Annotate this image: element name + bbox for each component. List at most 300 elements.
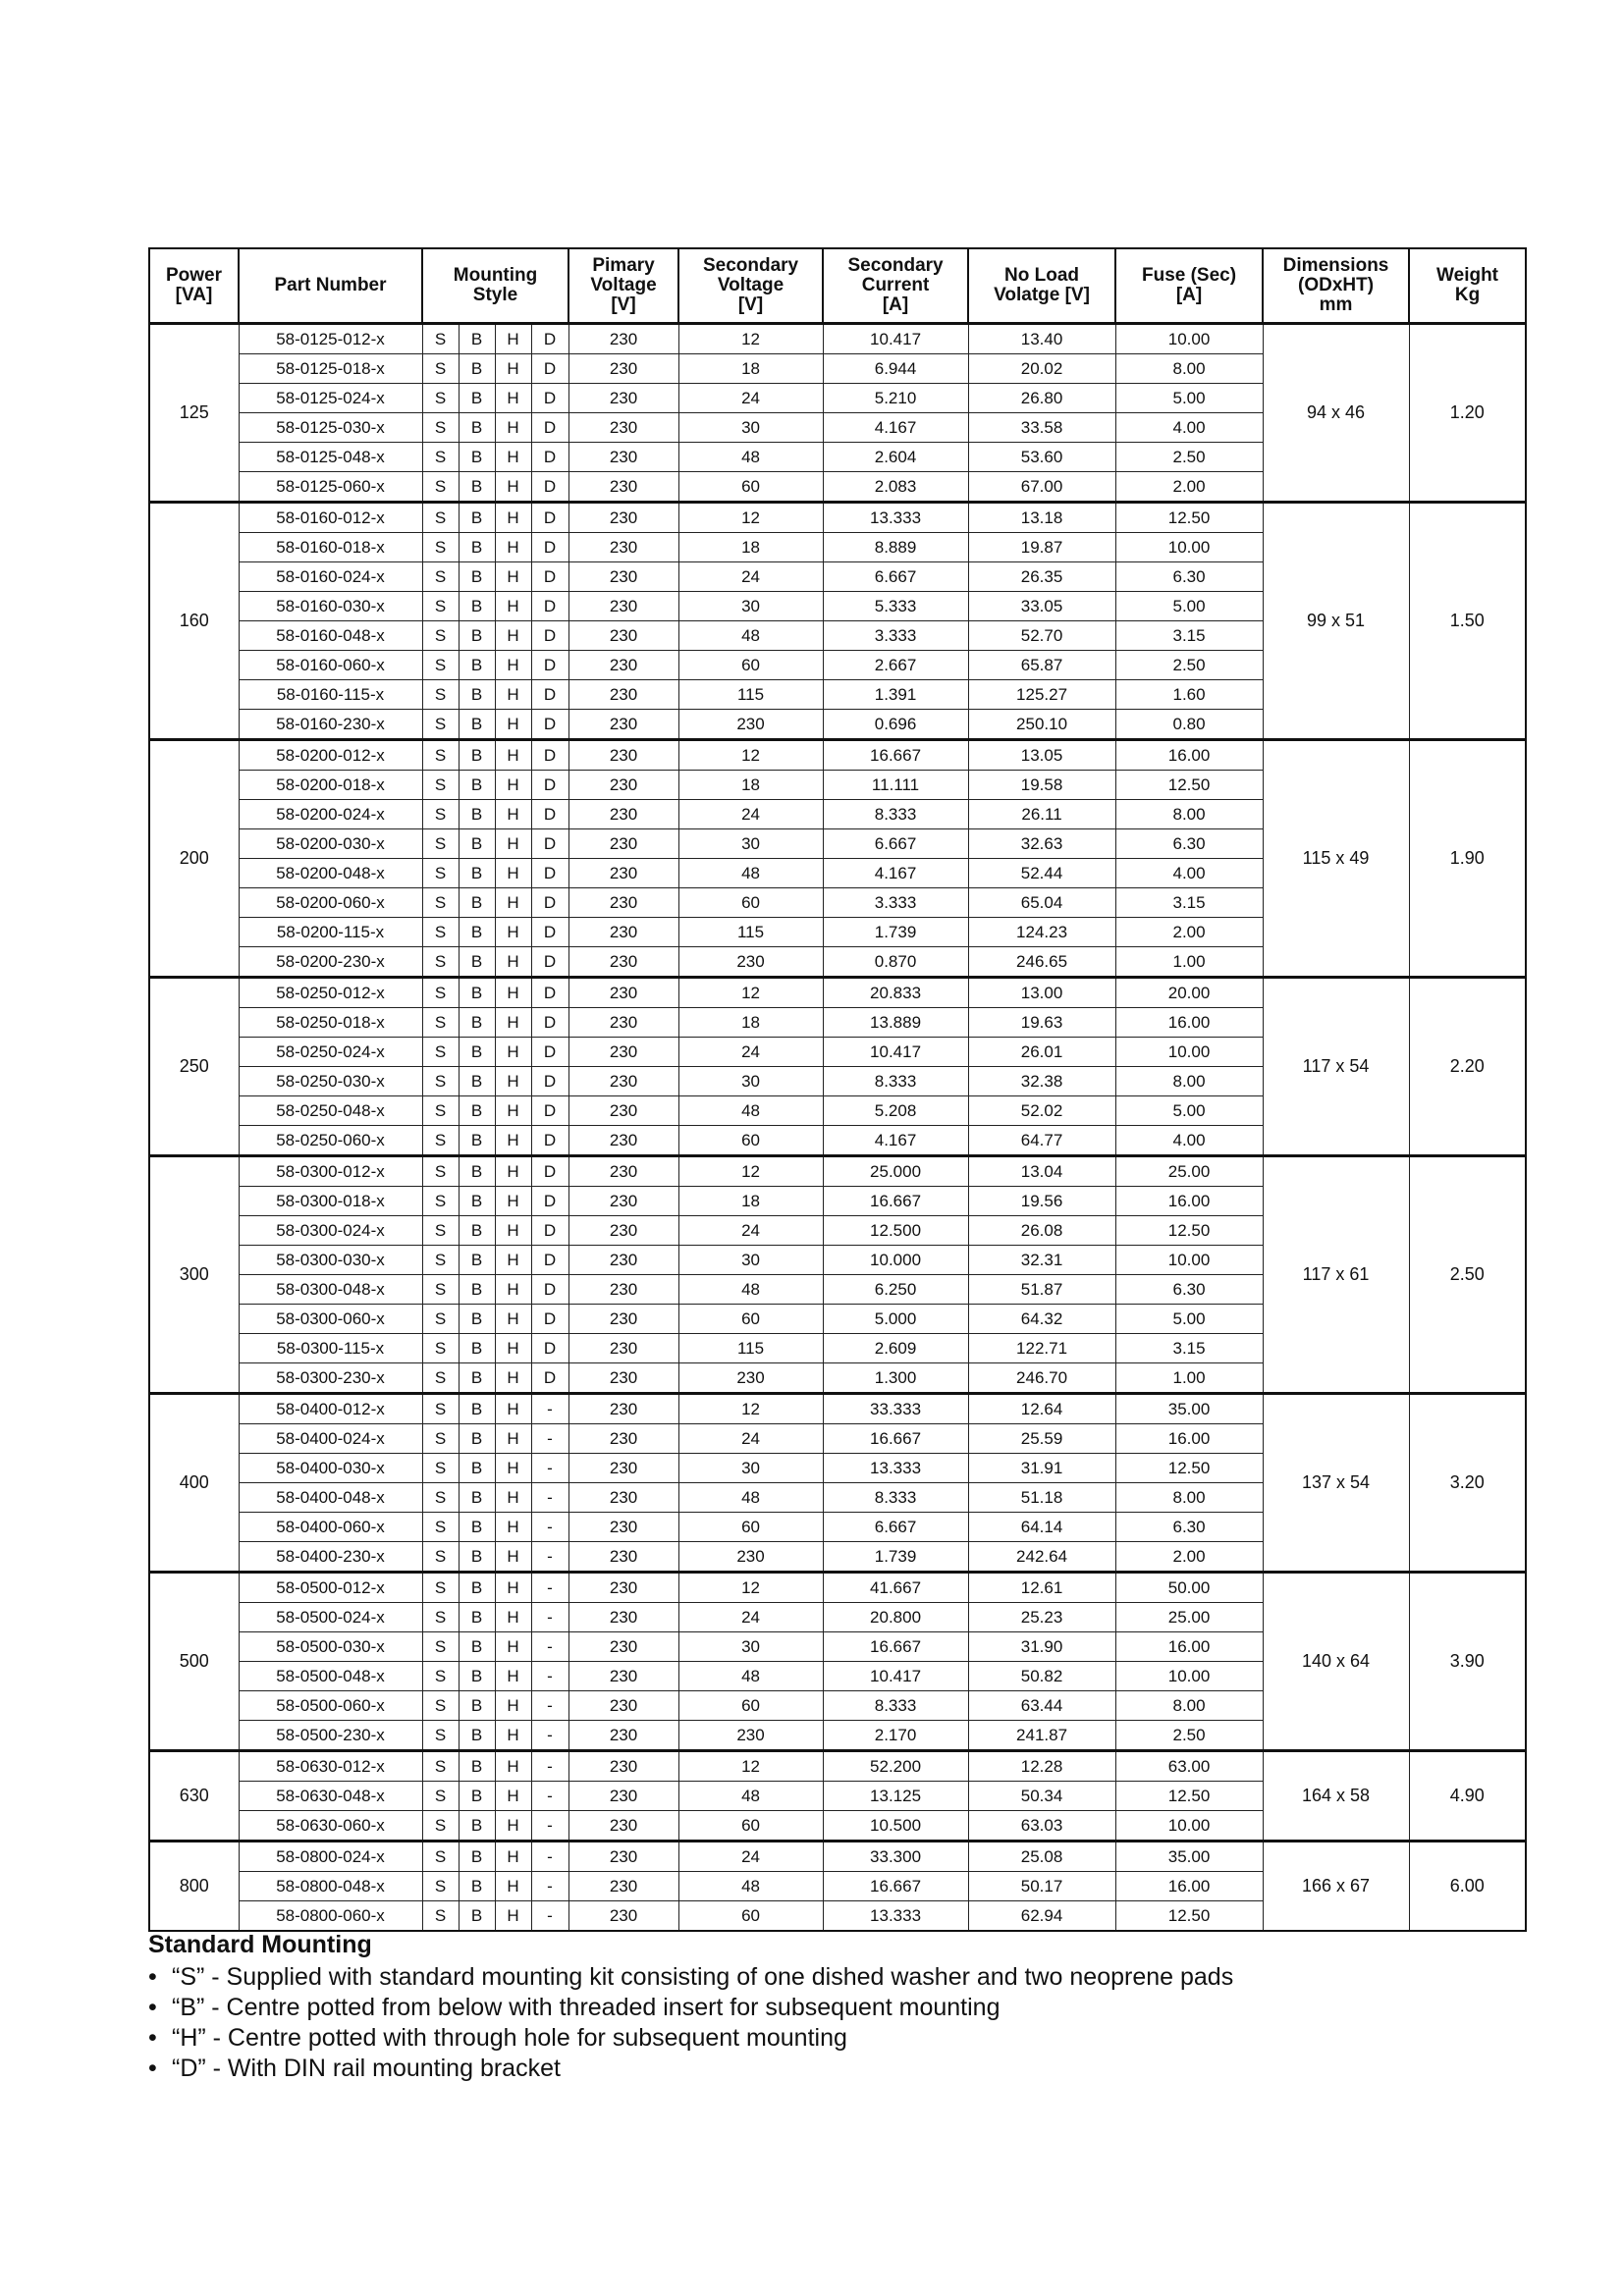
primary-voltage-cell: 230 — [568, 1721, 678, 1751]
no-load-voltage-cell: 246.70 — [968, 1363, 1115, 1394]
no-load-voltage-cell: 33.58 — [968, 413, 1115, 443]
mounting-style-cell: H — [495, 1872, 531, 1901]
secondary-voltage-cell: 60 — [678, 1126, 823, 1156]
secondary-voltage-cell: 30 — [678, 1246, 823, 1275]
mounting-style-cell: H — [495, 472, 531, 503]
fuse-cell: 3.15 — [1115, 1334, 1263, 1363]
mounting-style-cell: B — [459, 1363, 495, 1394]
weight-cell: 4.90 — [1409, 1751, 1526, 1842]
mounting-style-cell: H — [495, 503, 531, 533]
mounting-style-cell: B — [459, 771, 495, 800]
no-load-voltage-cell: 64.32 — [968, 1305, 1115, 1334]
mounting-style-cell: H — [495, 771, 531, 800]
dimensions-cell: 94 x 46 — [1263, 324, 1409, 503]
fuse-cell: 16.00 — [1115, 1008, 1263, 1038]
secondary-current-cell: 6.667 — [823, 1513, 968, 1542]
secondary-current-cell: 13.333 — [823, 503, 968, 533]
part-number-cell: 58-0500-060-x — [239, 1691, 422, 1721]
mounting-style-cell: S — [422, 1603, 459, 1632]
secondary-voltage-cell: 230 — [678, 1363, 823, 1394]
secondary-current-cell: 20.833 — [823, 978, 968, 1008]
secondary-voltage-cell: 60 — [678, 1901, 823, 1932]
dimensions-cell: 99 x 51 — [1263, 503, 1409, 740]
part-number-cell: 58-0400-012-x — [239, 1394, 422, 1424]
dimensions-cell: 137 x 54 — [1263, 1394, 1409, 1573]
mounting-style-cell: S — [422, 1573, 459, 1603]
mounting-style-cell: H — [495, 324, 531, 354]
mounting-style-cell: H — [495, 354, 531, 384]
weight-cell: 2.20 — [1409, 978, 1526, 1156]
mounting-style-cell: H — [495, 1811, 531, 1842]
mounting-style-cell: D — [531, 740, 568, 771]
part-number-cell: 58-0300-048-x — [239, 1275, 422, 1305]
fuse-cell: 10.00 — [1115, 1811, 1263, 1842]
mounting-style-cell: S — [422, 1424, 459, 1454]
primary-voltage-cell: 230 — [568, 1751, 678, 1782]
fuse-cell: 63.00 — [1115, 1751, 1263, 1782]
part-number-cell: 58-0630-048-x — [239, 1782, 422, 1811]
part-number-cell: 58-0630-060-x — [239, 1811, 422, 1842]
primary-voltage-cell: 230 — [568, 1156, 678, 1187]
no-load-voltage-cell: 241.87 — [968, 1721, 1115, 1751]
fuse-cell: 10.00 — [1115, 533, 1263, 562]
secondary-voltage-cell: 24 — [678, 562, 823, 592]
secondary-current-cell: 1.391 — [823, 680, 968, 710]
mounting-style-cell: B — [459, 1275, 495, 1305]
primary-voltage-cell: 230 — [568, 324, 678, 354]
mounting-style-cell: H — [495, 592, 531, 621]
table-row — [149, 978, 1526, 1008]
mounting-style-cell: - — [531, 1394, 568, 1424]
fuse-cell: 3.15 — [1115, 888, 1263, 918]
secondary-voltage-cell: 60 — [678, 1811, 823, 1842]
mounting-style-cell: D — [531, 1305, 568, 1334]
mounting-style-cell: B — [459, 1008, 495, 1038]
mounting-style-cell: B — [459, 324, 495, 354]
secondary-voltage-cell: 30 — [678, 1454, 823, 1483]
mounting-style-cell: D — [531, 384, 568, 413]
mounting-style-cell: H — [495, 1067, 531, 1096]
no-load-voltage-cell: 122.71 — [968, 1334, 1115, 1363]
primary-voltage-cell: 230 — [568, 1246, 678, 1275]
fuse-cell: 35.00 — [1115, 1842, 1263, 1872]
mounting-style-cell: D — [531, 592, 568, 621]
mounting-style-cell: H — [495, 413, 531, 443]
mounting-style-cell: H — [495, 1246, 531, 1275]
mounting-style-cell: H — [495, 1038, 531, 1067]
mounting-style-cell: S — [422, 1691, 459, 1721]
secondary-voltage-cell: 24 — [678, 1424, 823, 1454]
mounting-style-cell: S — [422, 1901, 459, 1932]
secondary-voltage-cell: 18 — [678, 354, 823, 384]
fuse-cell: 10.00 — [1115, 1038, 1263, 1067]
mounting-style-cell: - — [531, 1542, 568, 1573]
mounting-style-cell: S — [422, 740, 459, 771]
part-number-cell: 58-0400-024-x — [239, 1424, 422, 1454]
no-load-voltage-cell: 63.03 — [968, 1811, 1115, 1842]
no-load-voltage-cell: 13.05 — [968, 740, 1115, 771]
mounting-style-cell: S — [422, 1126, 459, 1156]
secondary-current-cell: 4.167 — [823, 413, 968, 443]
mounting-style-cell: D — [531, 1126, 568, 1156]
no-load-voltage-cell: 26.35 — [968, 562, 1115, 592]
secondary-current-cell: 6.944 — [823, 354, 968, 384]
standard-mounting-notes — [148, 1930, 1233, 2084]
no-load-voltage-cell: 32.31 — [968, 1246, 1115, 1275]
mounting-style-cell: D — [531, 1275, 568, 1305]
mounting-style-cell: S — [422, 978, 459, 1008]
part-number-cell: 58-0500-012-x — [239, 1573, 422, 1603]
no-load-voltage-cell: 19.63 — [968, 1008, 1115, 1038]
primary-voltage-cell: 230 — [568, 918, 678, 947]
primary-voltage-cell: 230 — [568, 888, 678, 918]
mounting-style-cell: B — [459, 443, 495, 472]
no-load-voltage-cell: 246.65 — [968, 947, 1115, 978]
no-load-voltage-cell: 242.64 — [968, 1542, 1115, 1573]
mounting-style-cell: B — [459, 1662, 495, 1691]
no-load-voltage-cell: 65.87 — [968, 651, 1115, 680]
fuse-cell: 5.00 — [1115, 1305, 1263, 1334]
note-item-d: • “D” - With DIN rail mounting bracket — [148, 2054, 1233, 2084]
primary-voltage-cell: 230 — [568, 1275, 678, 1305]
primary-voltage-cell: 230 — [568, 1187, 678, 1216]
fuse-cell: 1.00 — [1115, 1363, 1263, 1394]
mounting-style-cell: S — [422, 1454, 459, 1483]
part-number-cell: 58-0160-018-x — [239, 533, 422, 562]
secondary-voltage-cell: 18 — [678, 533, 823, 562]
no-load-voltage-cell: 12.28 — [968, 1751, 1115, 1782]
mounting-style-cell: D — [531, 1187, 568, 1216]
fuse-cell: 2.50 — [1115, 1721, 1263, 1751]
part-number-cell: 58-0160-030-x — [239, 592, 422, 621]
weight-cell: 2.50 — [1409, 1156, 1526, 1394]
mounting-style-cell: S — [422, 1542, 459, 1573]
mounting-style-cell: H — [495, 859, 531, 888]
secondary-current-cell: 41.667 — [823, 1573, 968, 1603]
mounting-style-cell: D — [531, 1038, 568, 1067]
mounting-style-cell: B — [459, 413, 495, 443]
secondary-voltage-cell: 12 — [678, 1156, 823, 1187]
primary-voltage-cell: 230 — [568, 1842, 678, 1872]
mounting-style-cell: H — [495, 1424, 531, 1454]
header-secondary-current: Secondary Current [A] — [823, 248, 968, 324]
part-number-cell: 58-0160-012-x — [239, 503, 422, 533]
primary-voltage-cell: 230 — [568, 1811, 678, 1842]
primary-voltage-cell: 230 — [568, 533, 678, 562]
mounting-style-cell: S — [422, 1513, 459, 1542]
mounting-style-cell: D — [531, 1334, 568, 1363]
mounting-style-cell: - — [531, 1424, 568, 1454]
power-cell: 800 — [149, 1842, 239, 1932]
secondary-voltage-cell: 60 — [678, 472, 823, 503]
mounting-style-cell: B — [459, 1067, 495, 1096]
no-load-voltage-cell: 53.60 — [968, 443, 1115, 472]
mounting-style-cell: B — [459, 1216, 495, 1246]
no-load-voltage-cell: 25.23 — [968, 1603, 1115, 1632]
no-load-voltage-cell: 19.56 — [968, 1187, 1115, 1216]
no-load-voltage-cell: 26.80 — [968, 384, 1115, 413]
header-part-number: Part Number — [239, 248, 422, 324]
mounting-style-cell: B — [459, 1394, 495, 1424]
mounting-style-cell: H — [495, 1008, 531, 1038]
fuse-cell: 0.80 — [1115, 710, 1263, 740]
mounting-style-cell: S — [422, 1662, 459, 1691]
table-row — [149, 1842, 1526, 1872]
mounting-style-cell: B — [459, 503, 495, 533]
mounting-style-cell: H — [495, 1305, 531, 1334]
no-load-voltage-cell: 250.10 — [968, 710, 1115, 740]
no-load-voltage-cell: 63.44 — [968, 1691, 1115, 1721]
part-number-cell: 58-0200-230-x — [239, 947, 422, 978]
secondary-voltage-cell: 24 — [678, 384, 823, 413]
mounting-style-cell: D — [531, 562, 568, 592]
part-number-cell: 58-0250-048-x — [239, 1096, 422, 1126]
mounting-style-cell: B — [459, 1038, 495, 1067]
mounting-style-cell: D — [531, 710, 568, 740]
secondary-voltage-cell: 48 — [678, 1275, 823, 1305]
mounting-style-cell: B — [459, 1632, 495, 1662]
mounting-style-cell: S — [422, 1751, 459, 1782]
mounting-style-cell: - — [531, 1454, 568, 1483]
mounting-style-cell: H — [495, 800, 531, 829]
fuse-cell: 2.50 — [1115, 651, 1263, 680]
mounting-style-cell: S — [422, 1008, 459, 1038]
mounting-style-cell: B — [459, 592, 495, 621]
table-row — [149, 740, 1526, 771]
mounting-style-cell: B — [459, 947, 495, 978]
weight-cell: 1.90 — [1409, 740, 1526, 978]
mounting-style-cell: S — [422, 1872, 459, 1901]
mounting-style-cell: S — [422, 354, 459, 384]
mounting-style-cell: B — [459, 859, 495, 888]
no-load-voltage-cell: 65.04 — [968, 888, 1115, 918]
part-number-cell: 58-0400-048-x — [239, 1483, 422, 1513]
secondary-current-cell: 1.300 — [823, 1363, 968, 1394]
part-number-cell: 58-0200-115-x — [239, 918, 422, 947]
mounting-style-cell: H — [495, 621, 531, 651]
mounting-style-cell: S — [422, 413, 459, 443]
part-number-cell: 58-0125-018-x — [239, 354, 422, 384]
secondary-current-cell: 33.300 — [823, 1842, 968, 1872]
primary-voltage-cell: 230 — [568, 1691, 678, 1721]
fuse-cell: 12.50 — [1115, 1901, 1263, 1932]
secondary-voltage-cell: 230 — [678, 1721, 823, 1751]
fuse-cell: 12.50 — [1115, 1782, 1263, 1811]
power-cell: 250 — [149, 978, 239, 1156]
mounting-style-cell: S — [422, 1275, 459, 1305]
secondary-current-cell: 2.083 — [823, 472, 968, 503]
mounting-style-cell: D — [531, 888, 568, 918]
mounting-style-cell: H — [495, 1216, 531, 1246]
primary-voltage-cell: 230 — [568, 354, 678, 384]
part-number-cell: 58-0160-060-x — [239, 651, 422, 680]
mounting-style-cell: H — [495, 443, 531, 472]
secondary-current-cell: 2.170 — [823, 1721, 968, 1751]
no-load-voltage-cell: 64.14 — [968, 1513, 1115, 1542]
mounting-style-cell: B — [459, 1334, 495, 1363]
no-load-voltage-cell: 32.63 — [968, 829, 1115, 859]
power-cell: 500 — [149, 1573, 239, 1751]
fuse-cell: 8.00 — [1115, 1483, 1263, 1513]
mounting-style-cell: - — [531, 1513, 568, 1542]
primary-voltage-cell: 230 — [568, 1542, 678, 1573]
secondary-voltage-cell: 115 — [678, 918, 823, 947]
note-item-s: • “S” - Supplied with standard mounting kit consisting of one dished washer and two neoprene pads — [148, 1962, 1233, 1993]
primary-voltage-cell: 230 — [568, 562, 678, 592]
fuse-cell: 6.30 — [1115, 562, 1263, 592]
no-load-voltage-cell: 67.00 — [968, 472, 1115, 503]
secondary-voltage-cell: 30 — [678, 1632, 823, 1662]
secondary-voltage-cell: 115 — [678, 680, 823, 710]
mounting-style-cell: B — [459, 533, 495, 562]
mounting-style-cell: S — [422, 324, 459, 354]
fuse-cell: 20.00 — [1115, 978, 1263, 1008]
secondary-voltage-cell: 48 — [678, 1096, 823, 1126]
part-number-cell: 58-0200-030-x — [239, 829, 422, 859]
secondary-voltage-cell: 48 — [678, 859, 823, 888]
mounting-style-cell: B — [459, 1542, 495, 1573]
transformer-spec-table — [148, 247, 1527, 1932]
secondary-current-cell: 16.667 — [823, 1424, 968, 1454]
no-load-voltage-cell: 25.59 — [968, 1424, 1115, 1454]
mounting-style-cell: S — [422, 503, 459, 533]
mounting-style-cell: H — [495, 1782, 531, 1811]
mounting-style-cell: H — [495, 918, 531, 947]
fuse-cell: 50.00 — [1115, 1573, 1263, 1603]
mounting-style-cell: H — [495, 1842, 531, 1872]
secondary-current-cell: 20.800 — [823, 1603, 968, 1632]
fuse-cell: 12.50 — [1115, 1216, 1263, 1246]
mounting-style-cell: - — [531, 1573, 568, 1603]
secondary-voltage-cell: 230 — [678, 947, 823, 978]
mounting-style-cell: B — [459, 829, 495, 859]
mounting-style-cell: H — [495, 1603, 531, 1632]
mounting-style-cell: B — [459, 1782, 495, 1811]
part-number-cell: 58-0630-012-x — [239, 1751, 422, 1782]
weight-cell: 1.20 — [1409, 324, 1526, 503]
secondary-voltage-cell: 30 — [678, 592, 823, 621]
mounting-style-cell: D — [531, 947, 568, 978]
mounting-style-cell: S — [422, 1246, 459, 1275]
fuse-cell: 5.00 — [1115, 384, 1263, 413]
secondary-voltage-cell: 12 — [678, 1751, 823, 1782]
mounting-style-cell: S — [422, 1187, 459, 1216]
secondary-voltage-cell: 60 — [678, 1513, 823, 1542]
primary-voltage-cell: 230 — [568, 1008, 678, 1038]
mounting-style-cell: S — [422, 1483, 459, 1513]
mounting-style-cell: S — [422, 443, 459, 472]
secondary-voltage-cell: 230 — [678, 710, 823, 740]
fuse-cell: 2.00 — [1115, 1542, 1263, 1573]
secondary-current-cell: 10.000 — [823, 1246, 968, 1275]
secondary-voltage-cell: 48 — [678, 1872, 823, 1901]
mounting-style-cell: D — [531, 978, 568, 1008]
fuse-cell: 16.00 — [1115, 1424, 1263, 1454]
secondary-current-cell: 5.333 — [823, 592, 968, 621]
mounting-style-cell: H — [495, 1632, 531, 1662]
part-number-cell: 58-0200-048-x — [239, 859, 422, 888]
mounting-style-cell: S — [422, 533, 459, 562]
mounting-style-cell: D — [531, 503, 568, 533]
mounting-style-cell: B — [459, 1811, 495, 1842]
primary-voltage-cell: 230 — [568, 680, 678, 710]
fuse-cell: 1.60 — [1115, 680, 1263, 710]
fuse-cell: 8.00 — [1115, 1691, 1263, 1721]
primary-voltage-cell: 230 — [568, 800, 678, 829]
note-item-b: • “B” - Centre potted from below with threaded insert for subsequent mounting — [148, 1993, 1233, 2023]
no-load-voltage-cell: 50.34 — [968, 1782, 1115, 1811]
mounting-style-cell: B — [459, 1187, 495, 1216]
secondary-current-cell: 13.333 — [823, 1454, 968, 1483]
mounting-style-cell: D — [531, 918, 568, 947]
mounting-style-cell: S — [422, 1305, 459, 1334]
mounting-style-cell: B — [459, 354, 495, 384]
primary-voltage-cell: 230 — [568, 1782, 678, 1811]
mounting-style-cell: - — [531, 1751, 568, 1782]
part-number-cell: 58-0160-230-x — [239, 710, 422, 740]
mounting-style-cell: H — [495, 384, 531, 413]
secondary-current-cell: 8.889 — [823, 533, 968, 562]
dimensions-cell: 166 x 67 — [1263, 1842, 1409, 1932]
secondary-voltage-cell: 18 — [678, 771, 823, 800]
secondary-current-cell: 4.167 — [823, 1126, 968, 1156]
mounting-style-cell: S — [422, 1216, 459, 1246]
mounting-style-cell: S — [422, 800, 459, 829]
secondary-current-cell: 16.667 — [823, 740, 968, 771]
primary-voltage-cell: 230 — [568, 1513, 678, 1542]
primary-voltage-cell: 230 — [568, 1901, 678, 1932]
primary-voltage-cell: 230 — [568, 1603, 678, 1632]
mounting-style-cell: D — [531, 1363, 568, 1394]
secondary-voltage-cell: 48 — [678, 621, 823, 651]
mounting-style-cell: D — [531, 1008, 568, 1038]
mounting-style-cell: D — [531, 413, 568, 443]
mounting-style-cell: S — [422, 1811, 459, 1842]
no-load-voltage-cell: 125.27 — [968, 680, 1115, 710]
secondary-current-cell: 11.111 — [823, 771, 968, 800]
secondary-current-cell: 6.667 — [823, 562, 968, 592]
mounting-style-cell: B — [459, 1156, 495, 1187]
secondary-voltage-cell: 48 — [678, 443, 823, 472]
mounting-style-cell: H — [495, 1573, 531, 1603]
secondary-voltage-cell: 48 — [678, 1662, 823, 1691]
part-number-cell: 58-0125-048-x — [239, 443, 422, 472]
no-load-voltage-cell: 12.64 — [968, 1394, 1115, 1424]
secondary-current-cell: 1.739 — [823, 1542, 968, 1573]
fuse-cell: 16.00 — [1115, 1872, 1263, 1901]
mounting-style-cell: H — [495, 1751, 531, 1782]
table-row — [149, 1394, 1526, 1424]
mounting-style-cell: S — [422, 1334, 459, 1363]
no-load-voltage-cell: 13.18 — [968, 503, 1115, 533]
mounting-style-cell: - — [531, 1901, 568, 1932]
mounting-style-cell: H — [495, 1542, 531, 1573]
mounting-style-cell: B — [459, 1751, 495, 1782]
mounting-style-cell: B — [459, 384, 495, 413]
no-load-voltage-cell: 26.08 — [968, 1216, 1115, 1246]
primary-voltage-cell: 230 — [568, 384, 678, 413]
mounting-style-cell: - — [531, 1872, 568, 1901]
power-cell: 200 — [149, 740, 239, 978]
fuse-cell: 12.50 — [1115, 771, 1263, 800]
header-mounting-style: Mounting Style — [422, 248, 568, 324]
mounting-style-cell: S — [422, 651, 459, 680]
secondary-current-cell: 0.870 — [823, 947, 968, 978]
secondary-current-cell: 25.000 — [823, 1156, 968, 1187]
mounting-style-cell: S — [422, 1394, 459, 1424]
mounting-style-cell: - — [531, 1842, 568, 1872]
fuse-cell: 25.00 — [1115, 1156, 1263, 1187]
